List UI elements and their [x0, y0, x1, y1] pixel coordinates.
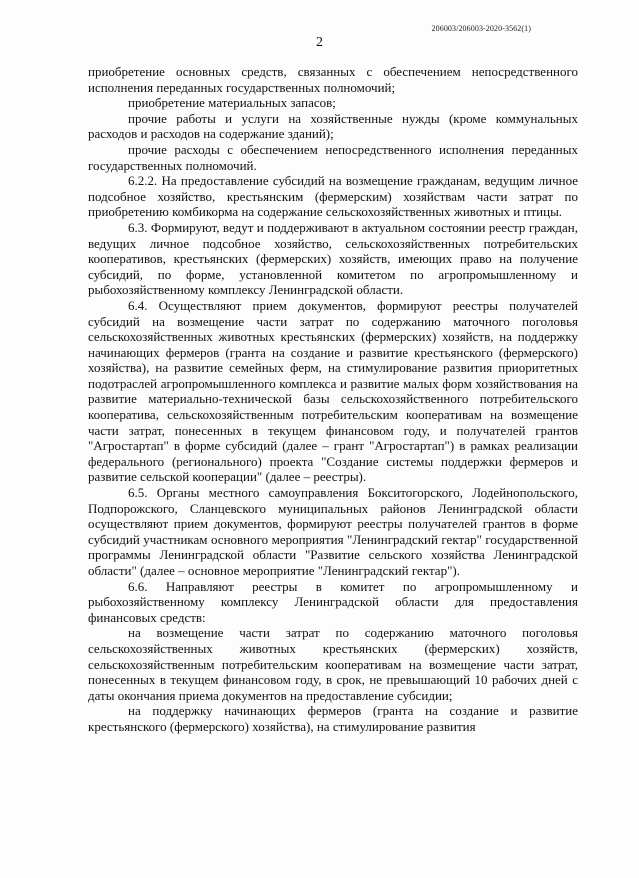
paragraph: приобретение материальных запасов; [128, 95, 336, 111]
paragraph: 6.6. Направляют реестры в комитет по агропромышленному и рыбохозяйственному комплексу Ленинградской области для предоставления финансовых средств: [88, 578, 578, 625]
paragraph: на возмещение части затрат по содержанию маточного поголовья сельскохозяйственных животных крестьянских (фермерских) хозяйств, сельскохозяйственным потребительским кооперативам на возмещение части затрат, понесенных в текущем финансовом году, в срок, не превышающий 10 рабочих дней с даты окончания приема документов на предоставление субсидии; [88, 625, 578, 703]
document-body [88, 64, 578, 735]
paragraph: 6.2.2. На предоставление субсидий на возмещение гражданам, ведущим личное подсобное хозяйство, крестьянским (фермерским) хозяйствам части затрат по приобретению комбикорма на содержание сельскохозяйственных животных и птицы. [88, 173, 578, 220]
paragraph: 6.3. Формируют, ведут и поддерживают в актуальном состоянии реестр граждан, ведущих личное подсобное хозяйство, сельскохозяйственных потребительских кооперативов, крестьянских (фермерских) хозяйств, имеющих право на получение субсидий, по форме, установленной комитетом по агропромышленному и рыбохозяйственному комплексу Ленинградской области. [88, 219, 578, 298]
document-id: 206003/206003-2020-3562(1) [431, 24, 531, 33]
paragraph: прочие работы и услуги на хозяйственные нужды (кроме коммунальных расходов и расходов на содержание зданий); [88, 110, 578, 142]
paragraph: приобретение основных средств, связанных с обеспечением непосредственного исполнения переданных государственных полномочий; [88, 64, 578, 95]
page-number: 2 [316, 35, 323, 50]
paragraph: прочие расходы с обеспечением непосредственного исполнения переданных государственных полномочий. [88, 141, 578, 173]
paragraph: 6.5. Органы местного самоуправления Бокситогорского, Лодейнопольского, Подпорожского, Сланцевского муниципальных районов Ленинградской области осуществляют прием документов, формируют реестры получателей грантов в форме субсидий участникам основного мероприятия "Ленинградский гектар" государственной программы Ленинградской области "Развитие сельского хозяйства Ленинградской области" (далее – основное мероприятие "Ленинградский гектар"). [88, 485, 578, 578]
paragraph: на поддержку начинающих фермеров (гранта на создание и развитие крестьянского (фермерского) хозяйства), на стимулирование развития [88, 703, 578, 734]
paragraph: 6.4. Осуществляют прием документов, формируют реестры получателей субсидий на возмещение части затрат по содержанию маточного поголовья сельскохозяйственных животных крестьянских (фермерских) хозяйств, на поддержку начинающих фермеров (гранта на создание и развитие крестьянского (фермерского) хозяйства), на развитие семейных ферм, на стимулирование развития приоритетных подотраслей агропромышленного комплекса и развитие малых форм хозяйствования на развитие материально-технической базы сельскохозяйственного потребительского кооператива, сельскохозяйственным потребительским кооперативам на возмещение части затрат, понесенных в текущем финансовом году, и получателей грантов "Агростартап" в форме субсидий (далее – грант "Агростартап") в рамках реализации федерального (регионального) проекта "Создание системы поддержки фермеров и развитие сельской кооперации" (далее – реестры). [88, 297, 578, 485]
